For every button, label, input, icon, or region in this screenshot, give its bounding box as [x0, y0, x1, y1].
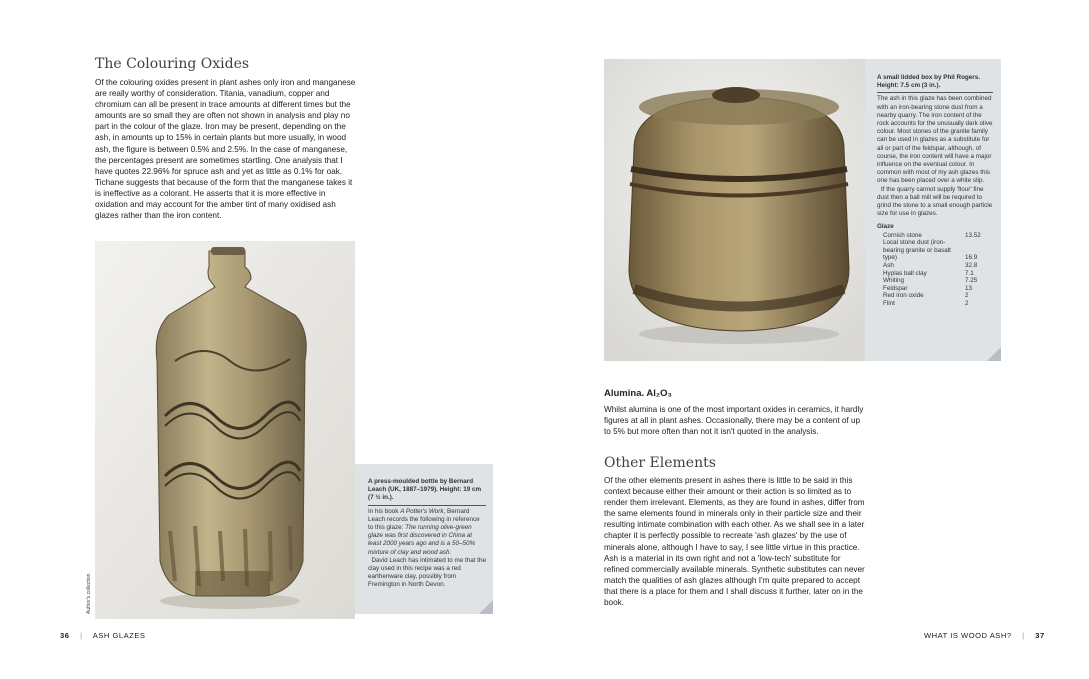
bottle-caption-box: [355, 464, 493, 614]
box-caption-title: A small lidded box by Phil Rogers. Height: 7.5 cm (3 in.).: [877, 74, 980, 90]
section-heading-other-elements: Other Elements: [604, 455, 716, 471]
photo-credit: Author's collection: [86, 573, 92, 614]
caption-fold-corner: [479, 600, 493, 614]
alumina-heading: Alumina. Al₂O₃: [604, 388, 672, 399]
table-row: Hyplas ball clay 7.1: [883, 269, 974, 277]
table-row: Local stone dust (iron-bearing granite or basalt type) 16.9: [883, 239, 978, 262]
bottle-caption-text: In his book A Potter's Work, Bernard Leach records the following in reference to this glaze: The running olive-green glaze was first discovered in China at least 2000 years ago and is a 50–50% mixture of clay and wood ash. David Leach has intimated to me that the clay used in this recipe was a red earthenware clay, possibly from Fremington in North Devon.: [368, 507, 486, 589]
table-row: Cornish stone 13.52: [883, 231, 981, 239]
box-caption-fold-corner: [987, 347, 1001, 361]
bottle-photo: [95, 241, 355, 619]
box-caption-divider: [877, 92, 993, 93]
lidded-box-illustration: [604, 59, 865, 361]
section-heading-colouring-oxides: The Colouring Oxides: [95, 56, 250, 72]
glaze-label: Glaze: [877, 223, 894, 231]
bottle-caption-title: A press-moulded bottle by Bernard Leach (UK, 1887–1979). Height: 19 cm (7 ½ in.).: [368, 478, 482, 502]
table-row: Ash 32.8: [883, 262, 978, 270]
table-row: Red iron oxide 2: [883, 292, 969, 300]
alumina-paragraph: Whilst alumina is one of the most important oxides in ceramics, it hardly figures at all in plant ashes. Occasionally, there may be a content of up to 5% but more often than not it isn't quoted in the analysis.: [604, 405, 864, 437]
caption-divider: [368, 505, 486, 506]
box-caption-text1: The ash in this glaze has been combined with an iron-bearing stone dust from a nearby quarry. The iron content of the rock accounts for the unusually dark olive colour. Most stones of the granite family can be used in glazes as a substitute for all or part of the feldspar, although, of course, the iron content will have a major influence on the eventual colour. In common with most of my ash glazes this one has been placed over a white slip.: [877, 95, 993, 185]
lidded-box-caption-box: [865, 59, 1001, 361]
colouring-oxides-paragraph: Of the colouring oxides present in plant ashes only iron and manganese are really worthy of consideration. Titania, vanadium, copper and chromium can all be present in trace amounts at different times but the amounts are so small they are often not shown in analysis and play no part in the colour of the glaze. Iron may be present, depending on the ash, in amounts up to 15% in certain plants but more usually, in wood ash, the figure is between 0.5% and 2.5%. In the case of manganese, the percentages present are sometimes startling. One analysis that I have quotes 22.96% for spruce ash and yet as little as 0.1% for oak. Tichane suggests that because of the form that the manganese takes it is ineffective as a colorant. He asserts that it is more effective in oxidation and may account for the amber tint of many oxidised ash glazes rather than the iron content.: [95, 78, 356, 221]
bottle-illustration: [95, 241, 355, 619]
other-elements-paragraph: Of the other elements present in ashes there is little to be said in this context because either their amount or their action is so limited as to render them irrelevant. Elements, as they are found in ashes, differ from the same elements found in minerals only in their particle size and their resulting intimate combination with each other. As we shall see in a later chapter it is perfectly possible to recreate 'ash glazes' by the use of minerals alone, although I have to say, I see little virtue in this practice. Ash is a material in its own right and not a 'low-tech' substitute for refined commercially available minerals. Synthetic substitutes can never match the qualities of ash glazes although I'm quite prepared to accept that there is a place for them and I shall discuss it further, later on in the book.: [604, 476, 865, 608]
right-footer: WHAT IS WOOD ASH? | 37: [924, 631, 1045, 640]
table-row: Whiting 7.25: [883, 277, 978, 285]
table-row: Flint 2: [883, 300, 969, 307]
lidded-box-photo: [604, 59, 865, 361]
left-footer: 36 | ASH GLAZES: [60, 631, 146, 640]
table-row: Feldspar 13: [883, 284, 973, 292]
glaze-recipe-table: [877, 232, 993, 308]
box-caption-text2: If the quarry cannot supply 'flour' fine dust then a ball mill will be required to grind the stone to a small enough particle size for use in glazes.: [877, 185, 993, 218]
